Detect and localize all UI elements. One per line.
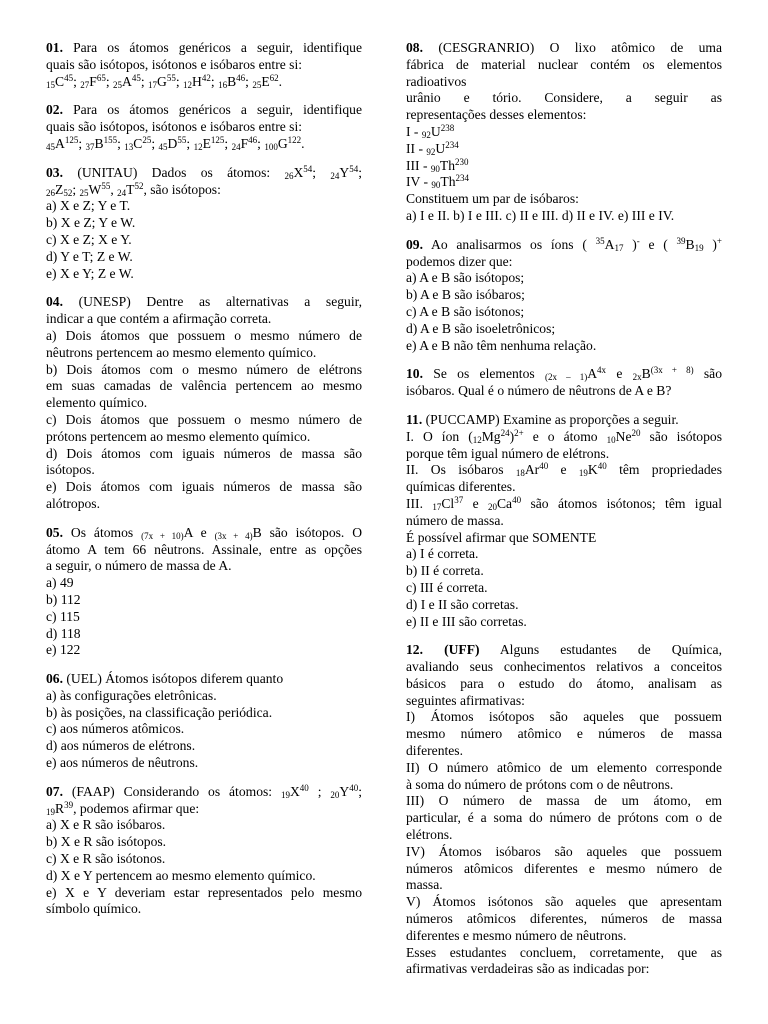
option: b) X e Z; Y e W. [46,215,136,231]
question-number: 11. [406,411,423,427]
question-number: 10. [406,366,423,382]
option: a) 49 [46,575,74,591]
question-number: 03. [46,164,63,180]
question-number: 01. [46,40,63,55]
option: d) A e B são isoeletrônicos; [406,320,556,336]
atom-list: $_{45}A^{125}$; $_{37}B^{155}$; $_{13}C^{25}$; $_{45}D^{55}$; $_{12}E^{125}$; $_{24}F^{46}$; $_{100}G^{122}$. [46,134,305,152]
option: c) III é correta. [406,579,488,595]
option: e) X e Y; Z e W. [46,265,134,281]
option: b) 112 [46,591,81,607]
question-number: 07. [46,783,63,799]
option: a) A e B são isótopos; [406,270,525,286]
question-01: 01. Para os átomos genéricos a seguir, identifique quais são isótopos, isótonos e isóbaros entre si: $_{15}C^{45}$; $_{27}F^{65}$; $_{25}A^{45}$; $_{17}G^{55}$; $_{12}H^{42}$; $_{16}B^{46}$; $_{25}E^{62}$. [46,40,362,90]
left-column [46,40,362,930]
question-11: 11. (PUCCAMP) Examine as proporções a seguir. I. O íon $(_{12}Mg^{24})^{2+}$ e o átomo $_{10}Ne^{20}$ são isótopos porque têm igual número de elétrons. II. Os isóbaros $_{18}Ar^{40}$ e $_{19}K^{40}$ têm propriedades químicas diferentes. III. $_{17}Cl^{37}$ e $_{20}Ca^{40}$ são átomos isótonos; têm igual número de massa. É possível afirmar que SOMENTE a) I é correta. b) II é correta. c) III é correta. d) I e II são corretas. e) II e III são corretas. [406,411,722,629]
question-number: 04. [46,294,63,310]
question-07: 07. (FAAP) Considerando os átomos: $_{19}X^{40}$ ; $_{20}Y^{40}$; $_{19}R^{39}$, podemos afirmar que: a) X e R são isóbaros. b) X e R são isótopos. c) X e R são isótonos. d) X e Y pertencem ao mesmo elemento químico. e) X e Y deveriam estar representados pelo mesmo símbolo químico. [46,782,362,917]
question-number: 02. [46,102,63,118]
option: e) II e III são corretas. [406,613,527,629]
option: d) I e II são corretas. [406,596,519,612]
option: d) 118 [46,625,81,641]
option: b) A e B são isóbaros; [406,287,525,303]
atom-list: $_{15}C^{45}$; $_{27}F^{65}$; $_{25}A^{45}$; $_{17}G^{55}$; $_{12}H^{42}$; $_{16}B^{46}$; $_{25}E^{62}$. [46,72,283,90]
question-number: 12. [406,642,423,658]
option: a) I é correta. [406,546,479,562]
question-10: 10. Se os elementos $_{(2x - 1)}A^{4x}$ e $_{2x}B^{(3x + 8)}$ são isóbaros. Qual é o número de nêutrons de A e B? [406,365,722,399]
option: a) X e Z; Y e T. [46,198,131,214]
option: e) A e B não têm nenhuma relação. [406,337,597,353]
question-02: 02. Para os átomos genéricos a seguir, identifique quais são isótopos, isótonos e isóbaros entre si: $_{45}A^{125}$; $_{37}B^{155}$; $_{13}C^{25}$; $_{45}D^{55}$; $_{12}E^{125}$; $_{24}F^{46}$; $_{100}G^{122}$. [46,102,362,152]
option: d) Y e T; Z e W. [46,248,133,264]
question-04: 04. (UNESP) Dentre as alternativas a seguir, indicar a que contém a afirmação correta. a) Dois átomos que possuem o mesmo número de nêutrons pertencem ao mesmo elemento químico. b) Dois átomos com o mesmo número de elétrons em suas camadas de valência pertencem ao mesmo elemento químico. c) Dois átomos que possuem o mesmo número de prótons pertencem ao mesmo elemento químico. d) Dois átomos com iguais números de massa são isótopos. e) Dois átomos com iguais números de massa são alótropos. [46,294,362,511]
question-number: 06. [46,671,63,687]
question-05: 05. Os átomos $_{(7x + 10)}$A e $_{(3x + 4)}$B são isótopos. O átomo A tem 66 nêutrons. Assinale, entre as opções a seguir, o número de massa de A. a) 49 b) 112 c) 115 d) 118 e) 122 [46,524,363,658]
question-08: 08. (CESGRANRIO) O lixo atômico de uma fábrica de material nuclear contém os elementos radioativos urânio e tório. Considere, a seguir as representações desses elementos: I - $_{92}U^{238}$ II - $_{92}U^{234}$ III - $_{90}Th^{230}$ IV - $_{90}Th^{234}$ Constituem um par de isóbaros: a) I e II. b) I e III. c) II e III. d) II e IV. e) III e IV. [406,40,722,223]
right-column [406,40,722,990]
option: e) 122 [46,642,81,658]
question-number: 09. [406,236,423,252]
option: a) X e R são isóbaros. [46,817,166,833]
option: c) A e B são isótonos; [406,303,525,319]
option: b) X e R são isótopos. [46,834,167,850]
option: e) X e Y deveriam estar representados pelo mesmo [46,884,362,900]
question-source: (UFF) [444,642,480,658]
question-number: 08. [406,40,423,55]
option: c) X e Z; X e Y. [46,231,132,247]
question-12: 12. (UFF) Alguns estudantes de Química, avaliando seus conhecimentos relativos a conceitos básicos para o estudo do átomo, analisam as seguintes afirmativas: I) Átomos isótopos são aqueles que possuem mesmo número atômico e números de massa diferentes. II) O número atômico de um elemento corresponde à soma do número de prótons com o de nêutrons. III) O número de massa de um átomo, em particular, é a soma do número de prótons com o de elétrons. IV) Átomos isóbaros são aqueles que possuem números atômicos diferentes e mesmo número de massa. V) Átomos isótonos são aqueles que apresentam números atômicos diferentes, números de massa diferentes e mesmo número de nêutrons. Esses estudantes concluem, corretamente, que as afirmativas verdadeiras são as indicadas por: [406,642,722,977]
question-09: 09. Ao analisarmos os íons ( $^{35}A_{17}$ )- e ( $^{39}B_{19}$ )+ podemos dizer que: a) A e B são isótopos; b) A e B são isóbaros; c) A e B são isótonos; d) A e B são isoeletrônicos; e) A e B não têm nenhuma relação. [406,235,722,353]
question-number: 05. [46,524,63,540]
option: c) X e R são isótonos. [46,851,166,867]
option: b) II é correta. [406,563,484,579]
question-03: 03. (UNITAU) Dados os átomos: $_{26}X^{54}$; $_{24}Y^{54}$; $_{26}Z_{52}$; $_{25}W^{55}$, $_{24}T^{52}$, são isótopos: a) X e Z; Y e T. b) X e Z; Y e W. c) X e Z; X e Y. d) Y e T; Z e W. e) X e Y; Z e W. [46,163,362,281]
option: c) 115 [46,608,80,624]
question-06: 06. (UEL) Átomos isótopos diferem quanto a) às configurações eletrônicas. b) às posições, na classificação periódica. c) aos números atômicos. d) aos números de elétrons. e) aos números de nêutrons. [46,671,284,771]
option: d) X e Y pertencem ao mesmo elemento químico. [46,867,316,883]
